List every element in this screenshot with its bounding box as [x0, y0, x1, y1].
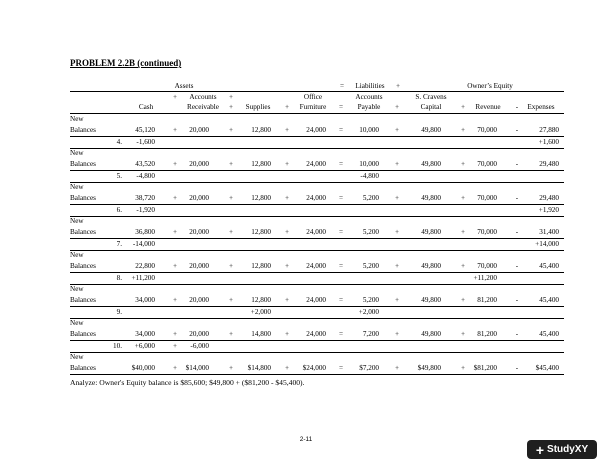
transaction-number: 5. — [116, 172, 122, 180]
balance-op: + — [172, 160, 178, 168]
transaction-number: 7. — [116, 240, 122, 248]
header-op: + — [460, 103, 466, 111]
page-number: 2-11 — [299, 436, 313, 443]
transaction-rule — [70, 250, 564, 251]
balance-op: + — [228, 194, 234, 202]
balance-op: + — [394, 160, 400, 168]
balance-op: + — [284, 126, 290, 134]
balance-op: + — [394, 296, 400, 304]
header-op: + — [284, 103, 290, 111]
plus-icon: + — [535, 441, 545, 458]
balance-op: + — [460, 126, 466, 134]
transaction-rule — [70, 148, 564, 149]
column-header-ap-line1: Accounts — [355, 93, 383, 101]
balance-revenue: 70,000 — [477, 194, 497, 202]
balance-op: + — [228, 364, 234, 372]
balance-supplies: $14,800 — [247, 364, 271, 372]
transaction-cash: -14,000 — [132, 240, 155, 248]
balance-op: - — [515, 330, 519, 338]
balance-furniture: 24,000 — [306, 296, 326, 304]
balance-op: + — [284, 194, 290, 202]
balance-cash: 34,000 — [135, 296, 155, 304]
balance-capital: 49,800 — [421, 126, 441, 134]
balance-capital: $49,800 — [417, 364, 441, 372]
column-header-ap: Payable — [357, 103, 381, 111]
balance-op: + — [172, 330, 178, 338]
balance-revenue: $81,200 — [473, 364, 497, 372]
plus-sign: + — [395, 82, 401, 90]
balance-ap: 5,200 — [362, 296, 379, 304]
balance-rule — [70, 238, 564, 239]
row-label-balances: Balances — [70, 228, 96, 236]
balance-supplies: 12,800 — [251, 194, 271, 202]
balance-op: + — [172, 262, 178, 270]
balance-ar: 20,000 — [189, 296, 209, 304]
balance-op: + — [284, 262, 290, 270]
balance-furniture: 24,000 — [306, 160, 326, 168]
balance-op: = — [338, 228, 344, 236]
balance-rule — [70, 170, 564, 171]
balance-op: + — [460, 330, 466, 338]
row-label-new: New — [70, 183, 84, 191]
balance-op: + — [460, 262, 466, 270]
transaction-number: 10. — [113, 342, 122, 350]
analyze-note: Analyze: Owner's Equity balance is $85,600; $49,800 + ($81,200 - $45,400). — [70, 378, 305, 387]
balance-revenue: 81,200 — [477, 296, 497, 304]
transaction-number: 6. — [116, 206, 122, 214]
balance-furniture: 24,000 — [306, 330, 326, 338]
balance-op: - — [515, 262, 519, 270]
balance-cash: 22,800 — [135, 262, 155, 270]
transaction-rule — [70, 182, 564, 183]
balance-ap: $7,200 — [359, 364, 379, 372]
balance-capital: 49,800 — [421, 296, 441, 304]
balance-op: + — [460, 228, 466, 236]
balance-cash: 36,800 — [135, 228, 155, 236]
transaction-cash: +6,000 — [134, 342, 155, 350]
equals-sign: = — [339, 82, 345, 90]
row-label-new: New — [70, 251, 84, 259]
column-header-furniture: Furniture — [299, 103, 327, 111]
balance-op: + — [228, 228, 234, 236]
row-label-balances: Balances — [70, 262, 96, 270]
balance-expenses: 29,480 — [539, 160, 559, 168]
column-header-revenue: Revenue — [475, 103, 501, 111]
balance-supplies: 12,800 — [251, 228, 271, 236]
balance-op: + — [228, 262, 234, 270]
studyxy-logo[interactable] — [527, 440, 597, 459]
row-label-new: New — [70, 115, 84, 123]
balance-cash: 34,000 — [135, 330, 155, 338]
row-label-new: New — [70, 353, 84, 361]
balance-capital: 49,800 — [421, 330, 441, 338]
balance-op: = — [338, 126, 344, 134]
balance-op: + — [394, 126, 400, 134]
problem-title: PROBLEM 2.2B (continued) — [70, 58, 182, 68]
balance-rule — [70, 204, 564, 205]
balance-expenses: 45,400 — [539, 262, 559, 270]
balance-op: + — [394, 364, 400, 372]
balance-op: = — [338, 364, 344, 372]
balance-expenses: 27,880 — [539, 126, 559, 134]
transaction-rule — [70, 216, 564, 217]
logo-text: StudyXY — [547, 444, 589, 455]
transaction-op: + — [172, 342, 178, 350]
transaction-number: 9. — [116, 308, 122, 316]
transaction-rule — [70, 284, 564, 285]
column-header-ar: Receivable — [187, 103, 219, 111]
owners-equity-group-label: Owner’s Equity — [467, 82, 513, 90]
transaction-expenses: +14,000 — [535, 240, 559, 248]
balance-rule — [70, 306, 564, 307]
balance-op: + — [228, 126, 234, 134]
row-label-new: New — [70, 285, 84, 293]
assets-group-label: Assets — [174, 82, 194, 90]
transaction-number: 4. — [116, 138, 122, 146]
balance-ar: 20,000 — [189, 194, 209, 202]
column-header-capital-line1: S. Cravens — [415, 93, 447, 101]
balance-ap: 10,000 — [359, 126, 379, 134]
balance-revenue: 70,000 — [477, 126, 497, 134]
transaction-cash: +11,200 — [131, 274, 155, 282]
balance-revenue: 81,200 — [477, 330, 497, 338]
column-header-capital: Capital — [420, 103, 442, 111]
row-label-balances: Balances — [70, 330, 96, 338]
balance-op: - — [515, 160, 519, 168]
balance-revenue: 70,000 — [477, 228, 497, 236]
row-label-new: New — [70, 149, 84, 157]
balance-expenses: 31,400 — [539, 228, 559, 236]
header-group-rule — [70, 91, 564, 92]
balance-ar: $14,000 — [185, 364, 209, 372]
header-bottom-rule — [70, 113, 564, 114]
row-label-balances: Balances — [70, 296, 96, 304]
balance-rule — [70, 272, 564, 273]
balance-capital: 49,800 — [421, 228, 441, 236]
transaction-revenue: +11,200 — [473, 274, 497, 282]
balance-op: = — [338, 330, 344, 338]
balance-revenue: 70,000 — [477, 262, 497, 270]
row-label-new: New — [70, 319, 84, 327]
transaction-supplies: +2,000 — [250, 308, 271, 316]
balance-rule — [70, 136, 564, 137]
balance-op: - — [515, 194, 519, 202]
balance-op: = — [338, 262, 344, 270]
balance-cash: 43,520 — [135, 160, 155, 168]
balance-cash: $40,000 — [131, 364, 155, 372]
transaction-ar: -6,000 — [190, 342, 209, 350]
balance-furniture: 24,000 — [306, 228, 326, 236]
balance-furniture: 24,000 — [306, 194, 326, 202]
column-header-cash: Cash — [138, 103, 154, 111]
balance-op: = — [338, 160, 344, 168]
header-op: + — [228, 93, 234, 101]
balance-supplies: 12,800 — [251, 160, 271, 168]
balance-ar: 20,000 — [189, 228, 209, 236]
balance-expenses: 45,400 — [539, 330, 559, 338]
transaction-ap: +2,000 — [358, 308, 379, 316]
balance-op: + — [228, 160, 234, 168]
transaction-cash: -1,600 — [136, 138, 155, 146]
column-header-ar-line1: Accounts — [189, 93, 217, 101]
transaction-cash: -4,800 — [136, 172, 155, 180]
row-label-balances: Balances — [70, 194, 96, 202]
balance-op: + — [228, 330, 234, 338]
row-label-balances: Balances — [70, 160, 96, 168]
balance-furniture: 24,000 — [306, 262, 326, 270]
balance-op: + — [460, 194, 466, 202]
balance-ap: 5,200 — [362, 262, 379, 270]
balance-op: + — [284, 364, 290, 372]
balance-ar: 20,000 — [189, 160, 209, 168]
balance-cash: 38,720 — [135, 194, 155, 202]
header-op: + — [394, 103, 400, 111]
balance-op: + — [172, 228, 178, 236]
balance-capital: 49,800 — [421, 194, 441, 202]
balance-ap: 10,000 — [359, 160, 379, 168]
row-label-balances: Balances — [70, 364, 96, 372]
row-label-balances: Balances — [70, 126, 96, 134]
transaction-number: 8. — [116, 274, 122, 282]
balance-op: + — [460, 160, 466, 168]
transaction-expenses: +1,920 — [538, 206, 559, 214]
transaction-expenses: +1,600 — [538, 138, 559, 146]
balance-op: + — [172, 296, 178, 304]
balance-op: = — [338, 194, 344, 202]
balance-ap: 5,200 — [362, 228, 379, 236]
balance-ar: 20,000 — [189, 262, 209, 270]
column-header-expenses: Expenses — [527, 103, 555, 111]
balance-furniture: $24,000 — [302, 364, 326, 372]
column-header-furniture-line1: Office — [303, 93, 323, 101]
transaction-ap: -4,800 — [360, 172, 379, 180]
balance-ar: 20,000 — [189, 126, 209, 134]
balance-ar: 20,000 — [189, 330, 209, 338]
balance-supplies: 12,800 — [251, 296, 271, 304]
balance-rule — [70, 340, 564, 341]
header-op: + — [228, 103, 234, 111]
balance-op: + — [284, 228, 290, 236]
balance-op: + — [394, 228, 400, 236]
balance-op: - — [515, 364, 519, 372]
balance-op: + — [394, 262, 400, 270]
balance-op: + — [172, 364, 178, 372]
balance-ap: 5,200 — [362, 194, 379, 202]
balance-op: - — [515, 126, 519, 134]
balance-op: + — [172, 126, 178, 134]
balance-expenses: $45,400 — [535, 364, 559, 372]
row-label-new: New — [70, 217, 84, 225]
balance-ap: 7,200 — [362, 330, 379, 338]
balance-op: + — [284, 330, 290, 338]
column-header-supplies: Supplies — [245, 103, 271, 111]
balance-op: + — [228, 296, 234, 304]
balance-supplies: 12,800 — [251, 126, 271, 134]
balance-capital: 49,800 — [421, 262, 441, 270]
balance-op: - — [515, 296, 519, 304]
balance-revenue: 70,000 — [477, 160, 497, 168]
balance-op: + — [394, 194, 400, 202]
balance-op: = — [338, 296, 344, 304]
balance-cash: 45,120 — [135, 126, 155, 134]
balance-supplies: 12,800 — [251, 262, 271, 270]
balance-op: + — [460, 296, 466, 304]
balance-expenses: 29,480 — [539, 194, 559, 202]
balance-op: + — [284, 296, 290, 304]
balance-op: + — [284, 160, 290, 168]
balance-supplies: 14,800 — [251, 330, 271, 338]
header-op: + — [172, 93, 178, 101]
liabilities-group-label: Liabilities — [355, 82, 385, 90]
transaction-rule — [70, 352, 564, 353]
header-op: - — [515, 103, 519, 111]
balance-op: + — [172, 194, 178, 202]
header-op: = — [338, 103, 344, 111]
transaction-rule — [70, 318, 564, 319]
balance-op: - — [515, 228, 519, 236]
balance-furniture: 24,000 — [306, 126, 326, 134]
balance-capital: 49,800 — [421, 160, 441, 168]
balance-op: + — [460, 364, 466, 372]
balance-rule — [70, 374, 564, 375]
balance-op: + — [394, 330, 400, 338]
balance-expenses: 45,400 — [539, 296, 559, 304]
transaction-cash: -1,920 — [136, 206, 155, 214]
